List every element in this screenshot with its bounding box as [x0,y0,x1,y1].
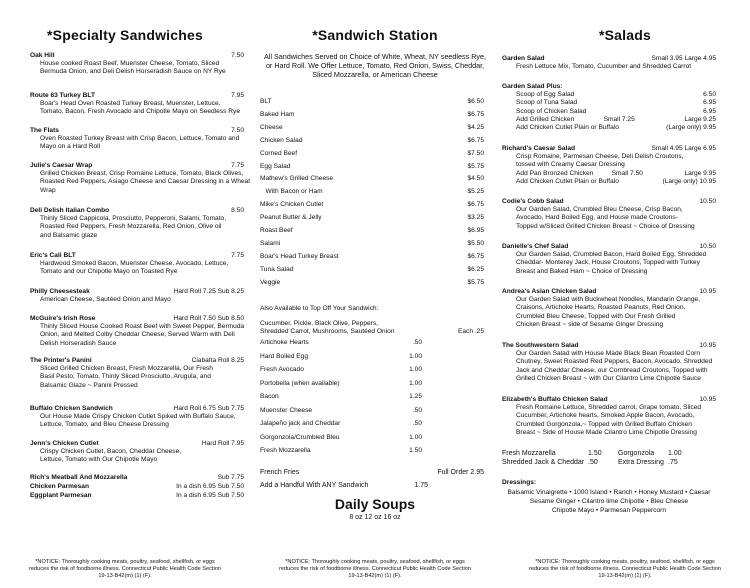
station-item-name: Baked Ham [260,110,295,118]
specialty-item [30,127,244,152]
topping-name: Bacon [260,393,279,400]
addon-bp: 1.00 [668,450,682,457]
specialty-item-desc: Lettuce, Tomato, and Bleu Cheese Dressing [40,421,169,429]
garden-salad-desc: Fresh Lettuce Mix, Tomato, Cucumber and Shredded Carrot [516,63,692,71]
specialty-item-desc: Tomato, Bacon, Fresh Avocado and Chipotle Mayo on Seedless Rye [40,108,241,116]
garden-plus-price: 6.50 [703,91,716,99]
fries-row: French Fries Full Order 2.95 [260,469,484,476]
station-item [260,137,484,145]
garden-plus-text: Scoop of Egg Salad [516,91,575,99]
addon-b: Extra Dressing [618,459,664,466]
station-item-name: Mike's Chicken Cutlet [260,201,324,209]
station-item [260,175,484,183]
garden-plus-price: Large 9.25 [684,115,716,123]
garden-salad-plus-name: Garden Salad Plus: [502,83,563,90]
station-item-price: $6.95 [467,227,484,234]
station-item-price: $5.25 [467,188,484,196]
topping-name: Hard Boiled Egg [260,352,309,360]
richard-row [502,170,716,178]
also-available: Also Available to Top Off Your Sandwich: [260,305,379,312]
station-item-price: $6.75 [467,110,484,118]
specialty-item-name: Deli Delish Italian Combo [30,207,110,214]
specialty-item-name: Jenn's Chicken Cutlet [30,440,99,447]
specialty-item-price: In a dish 6.95 Sub 7.50 [176,483,244,490]
topping-name: Jalapeño jack and Cheddar [260,420,341,427]
topping-price: 1.00 [409,352,422,360]
station-item [260,227,484,235]
topping-name: Portobella (when available) [260,379,340,387]
richard-row [502,161,716,169]
richard-caesar [502,145,716,186]
salad-item-desc: Chicken Breast ~ side of Sesame Ginger Dressing [516,320,664,328]
richard-row [502,153,716,161]
garden-plus-row [502,91,716,99]
garden-salad-name: Garden Salad [502,55,545,62]
salad-item-desc: Breast and Baked Ham ~ Choice of Dressing [516,267,648,275]
station-item-name: Veggie [260,278,281,286]
topping-price: .50 [412,420,422,427]
specialty-item-desc: Oven Roasted Turkey Breast with Crisp Bacon, Lettuce, Tomato and [40,135,240,143]
topping-price: 1.00 [409,433,422,441]
topping-price: .50 [412,339,422,346]
salad-item-name: Codie's Cobb Salad [502,198,564,205]
salads-column [500,0,750,588]
specialty-item-name: McGuire's Irish Rose [30,315,96,322]
specialty-item-desc: Sliced Grilled Chicken Breast, Fresh Mozzarella, Our Fresh [40,365,213,373]
specialty-item-desc: Roasted Red Peppers, Fresh Mozzarella, Red Onion, Olive oil [40,223,222,231]
topping-item [260,407,484,415]
specialty-item-price: 7.75 [231,252,244,259]
salad-item-price: 10.95 [699,342,716,349]
specialty-item-desc: Thinly Sliced Cappicola, Prosciutto, Pepperoni, Salami, Tomato, [40,215,227,223]
station-title: *Sandwich Station [312,27,438,43]
station-item-name: Chicken Salad [260,136,303,144]
topping-item [260,393,484,401]
specialty-item [30,492,244,500]
specialty-item-name: Julie's Caesar Wrap [30,162,93,169]
station-column [250,0,500,588]
specialty-item-desc: Our House Made Crispy Chicken Cutlet Spiked with Buffalo Sauce, [40,413,236,421]
garden-plus-row [502,108,716,116]
addon-a: Fresh Mozzarella [502,450,556,457]
specialty-item-price: 7.50 [231,127,244,134]
specialty-item-name: Buffalo Chicken Sandwich [30,405,113,412]
specialty-item-desc: House cooked Roast Beef, Muenster Cheese, Tomato, Sliced [40,60,220,68]
salad-item-desc: Crumbled Bleu Cheese, Topped with Our Fresh Grilled [516,312,676,320]
topping-price: 1.25 [409,393,422,400]
topping-name: Muenster Cheese [260,406,313,414]
salad-item-desc: Our Garden Salad, Crumbled Bacon, Hard Boiled Egg, Shredded [516,251,707,259]
richard-price: Large 9.95 [684,169,716,177]
specialty-item [30,288,244,304]
specialty-item [30,52,244,77]
salad-item-desc: Fresh Romaine Lettuce, Shredded carrot, Grape tomato, Sliced [516,404,702,412]
topping-price: 1.00 [409,379,422,387]
garden-plus-row [502,124,716,132]
specialty-item-name: Eric's Cali BLT [30,252,76,259]
specialty-item [30,474,244,482]
specialty-item-desc: Thinly Sliced House Cooked Roast Beef with Sweet Pepper, Bermuda [40,323,245,331]
soups-title: Daily Soups [334,496,416,512]
specialty-item-desc: Basil Pesto, Tomato, Thinly Sliced Prosciutto, Arugula, and [40,373,211,381]
station-item [260,124,484,132]
station-item-name: Mathew's Grilled Cheese [260,175,334,183]
specialty-item-price: Hard Roll 7.95 [201,440,244,447]
specialty-item-name: Route 63 Turkey BLT [30,92,95,99]
salad-item-desc: Our Garden Salad with Buckwheat Noodles, Mandarin Orange, [516,296,700,304]
station-item-name: Egg Salad [260,162,291,170]
specialty-item-price: Sub 7.75 [217,474,244,481]
specialty-item-desc: Balsamic Glaze ~ Panini Pressed [40,381,138,389]
salad-item [502,198,716,231]
specialty-column [0,0,250,588]
station-item-name: Roast Beef [260,227,293,234]
topping-price: 1.00 [409,366,422,373]
station-item [260,150,484,158]
station-item [260,253,484,261]
station-item-price: $7.50 [467,149,484,157]
station-item-price: $5.75 [467,278,484,286]
salad-item-price: 10.95 [699,288,716,295]
garden-plus-text: Scoop of Chicken Salad [516,107,587,115]
topping-item [260,380,484,388]
station-item-name: Boar's Head Turkey Breast [260,252,339,260]
topping-name: Fresh Mozzarella [260,447,311,454]
notice-1: *NOTICE: Thoroughly cooking meats, poultry, seafood, shellfish, or eggs reduces the risk of foodborne illness. Connecticut Public Health Code Section 19-13-B42(m) (1) (F). [29,559,221,580]
specialty-item [30,162,251,195]
salad-item [502,342,716,383]
specialty-item [30,315,244,348]
salad-item-name: Elizabeth's Buffalo Chicken Salad [502,396,608,403]
soups-sizes: 8 oz 12 oz 16 oz [349,514,401,521]
specialty-item-desc: Mayo on a Hard Roll [40,143,101,151]
specialty-item [30,92,244,117]
salad-item-price: 10.50 [699,243,716,250]
topping-name: Gorgonzola/Crumbled Bleu [260,433,340,441]
specialty-item [30,483,244,491]
specialty-item-desc: Bermuda Onion, and Deli Delish Horseradish Sauce on NY Rye [40,68,226,76]
salad-item-desc: Cucumber, Artichoke hearts, Smoked Apple Bacon, Avocado, [516,412,695,420]
salad-item-desc: Topped w/Sliced Grilled Chicken Breast ~ Choice of Dressing [516,222,695,230]
station-item-name: Salami [260,239,281,247]
specialty-item-price: Ciabatta Roll 8.25 [191,357,244,364]
specialty-item-desc: Hardwood Smoked Bacon, Muenster Cheese, Avocado, Lettuce, [40,260,229,268]
specialty-item-name: Rich's Meatball And Mozzarella [30,474,128,481]
salad-item-desc: Crumbled Gorgonzola,~ Topped with Grilled Buffalo Chicken [516,420,692,428]
station-item-price: $6.50 [467,98,484,105]
specialty-item-desc: Wrap [40,186,56,194]
addon-ap: 1.50 [588,450,602,457]
specialty-item-name: Eggplant Parmesan [30,492,92,499]
station-item [260,163,484,171]
specialty-item-price: 7.95 [231,92,244,99]
specialty-item-price: Hard Roll 7.50 Sub 8.50 [173,315,244,322]
garden-plus-text: Add Chicken Cutlet Plain or Buffalo [516,124,619,132]
station-item [260,214,484,222]
topping-name: Artichoke Hearts [260,339,309,346]
specialty-item-price: Hard Roll 7.25 Sub 8.25 [173,288,244,295]
specialty-item-price: Hard Roll 6.75 Sub 7.75 [173,405,244,412]
dressings-line: Chipotle Mayo • Parmesan Peppercorn [551,507,667,514]
salad-item-name: The Southwestern Salad [502,342,579,349]
specialty-item [30,405,244,430]
specialty-item [30,440,244,465]
salad-item [502,396,716,437]
station-intro: All Sandwiches Served on Choice of White, Wheat, NY seedless Rye, or Hard Roll. We Offer Lettuce, Tomato, Red Onion, Swiss, Cheddar, Sliced Mozzarella, or American Cheese [264,52,486,79]
topping-price: 1.50 [409,447,422,454]
salad-item-desc: Our Garden Salad, Crumbled Bleu Cheese, Crisp Bacon, [516,206,683,214]
station-item-price: $3.25 [467,214,484,222]
specialty-item-desc: and Balsamic glaze [40,231,98,239]
garden-plus-row [502,99,716,107]
specialty-item-price: In a dish 6.95 Sub 7.50 [176,492,244,499]
dressings-line: Sesame Ginger • Cilantro lime Chipotle • Bleu Cheese [529,498,689,505]
specialty-item-desc: Grilled Chicken Breast, Crisp Romaine Lettuce, Tomato, Black Olives, [40,170,244,178]
salad-item-name: Danielle's Chef Salad [502,243,569,250]
station-item-price: $6.75 [467,136,484,144]
salad-item-desc: Breast ~ Side of House Made Cilantro Lime Chipotle Dressing [516,428,697,436]
station-item-price: $6.75 [467,201,484,209]
salad-item-desc: Chutney, Sweet Roasted Red Peppers, Bacon, Avocado, Shredded [516,358,713,366]
richard-text: Crisp Romaine, Parmesan Cheese, Deli Delish Croutons, [516,153,684,161]
addon-a: Shredded Jack & Cheddar [502,459,585,466]
handful-row: Add a Handful With ANY Sandwich 1.75 [260,482,428,489]
richard-row [502,178,716,186]
salad-item-desc: Jack and Cheddar Cheese, our Cornbread Croutons, Topped with [516,366,708,374]
station-item [260,279,484,287]
specialty-item [30,357,244,390]
station-item [260,98,484,106]
station-item-name: Corned Beef [260,149,298,157]
richard-caesar-name: Richard's Caesar Salad [502,145,576,152]
salad-item-price: 10.50 [699,198,716,205]
garden-salad-plus [502,83,716,132]
station-item-price: $6.25 [467,265,484,273]
salad-item-price: 10.95 [699,396,716,403]
specialty-item-desc: Onion, and Melted Colby Cheddar Cheese, Served Warm with Deli [40,331,235,339]
specialty-item-name: The Printer's Panini [30,357,92,364]
station-item-price: $4.25 [467,123,484,131]
addon-bp: .75 [668,459,678,466]
specialty-item-desc: Tomato and our Chipotle Mayo on Toasted Rye [40,268,178,276]
specialty-item-desc: Crispy Chicken Cutlet, Bacon, Cheddar Cheese, [40,448,182,456]
richard-text: tossed with Creamy Caesar Dressing [516,161,625,169]
salad-item-name: Andrea's Asian Chicken Salad [502,288,597,295]
richard-caesar-price: Small 4.95 Large 6.95 [651,145,716,152]
station-item-price: $6.75 [467,252,484,260]
specialty-item-desc: American Cheese, Sautéed Onion and Mayo [40,296,171,304]
specialty-item-desc: Boar's Head Oven Roasted Turkey Breast, Muenster, Lettuce, [40,100,221,108]
station-item-price: $4.50 [467,175,484,183]
addon-ap: .50 [588,459,598,466]
topping-item [260,366,484,374]
salad-item-desc: Our Garden Salad with House Made Black Bean Roasted Corn [516,350,700,358]
garden-plus-price: 6.95 [703,99,716,107]
specialty-item-name: Oak Hill [30,52,55,59]
notice-2: *NOTICE: Thoroughly cooking meats, poultry, seafood, shellfish, or eggs reduces the risk of foodborne illness. Connecticut Public Health Code Section 19-13-B42(m) (1) (F). [279,559,471,580]
station-item [260,188,484,196]
garden-plus-text: Add Grilled Chicken Small 7.25 [516,115,635,123]
salad-item [502,243,716,276]
garden-plus-text: Scoop of Tuna Salad [516,99,578,107]
salad-item-desc: Avocado, Hard Boiled Egg, and House made Croutons- [516,214,678,222]
station-item [260,201,484,209]
specialty-title: *Specialty Sandwiches [47,27,203,43]
specialty-item-name: The Flats [30,127,59,134]
notice-3: *NOTICE: Thoroughly cooking meats, poultry, seafood, shellfish, or eggs reduces the risk of foodborne illness. Connecticut Public Health Code Section 19-13-B42(m) (1) (F). [529,559,721,580]
topping-item [260,434,484,442]
topping-name: Fresh Avocado [260,366,304,373]
specialty-item [30,207,244,240]
salad-item-desc: Grilled Chicken Breast ~ with Our Cilantro Lime Chipotle Sauce [516,374,701,382]
veg-toppings-price: Each .25 [457,328,484,335]
station-item-name: Tuna Salad [260,265,294,273]
specialty-item-desc: Lettuce, Tomato with Our Chipotle Mayo [40,456,158,464]
station-item-name: BLT [260,98,272,105]
richard-price: (Large only) 10.95 [662,177,716,185]
dressings-line: Balsamic Vinaigrette • 1000 Island • Ranch • Honey Mustard • Caesar [507,489,711,496]
specialty-item-price: 8.50 [231,207,244,214]
richard-text: Add Chicken Cutlet Plain or Buffalo [516,177,619,185]
salad-item [502,288,716,329]
garden-salad-price: Small 3.95 Large 4.95 [651,55,716,62]
garden-plus-price: 6.95 [703,107,716,115]
station-item-price: $5.75 [467,162,484,170]
topping-price: .50 [412,406,422,414]
garden-salad [502,55,716,71]
specialty-item-name: Chicken Parmesan [30,483,90,490]
station-item [260,111,484,119]
topping-item [260,353,484,361]
salad-item-desc: Cheddar- Monterey Jack, House Croutons, Topped with Turkey [516,259,700,267]
station-item [260,266,484,274]
specialty-item-desc: Delish Horseradish Sauce [40,339,117,347]
specialty-item-price: 7.75 [231,162,244,169]
specialty-item [30,252,244,277]
dressings-title: Dressings: [502,479,537,486]
addon-b: Gorgonzola [618,450,655,457]
richard-text: Add Pan Bronzed Chicken Small 7.50 [516,169,643,177]
topping-item [260,447,484,455]
veg-toppings: Cucumber, Pickle, Black Olive, Peppers, Shredded Carrot, Mushrooms, Sautéed Onion [260,320,395,336]
specialty-item-price: 7.50 [231,52,244,59]
specialty-item-desc: Roasted Red Peppers, Asiago Cheese and Caesar Dressing in a Wheat [40,178,251,186]
topping-item [260,420,484,428]
station-item [260,240,484,248]
garden-plus-row [502,116,716,124]
station-item-name: Peanut Butter & Jelly [260,214,322,222]
station-item-name: With Bacon or Ham [260,188,323,196]
station-item-name: Cheese [260,123,283,131]
topping-item [260,339,484,347]
station-item-price: $5.50 [467,239,484,247]
specialty-item-name: Philly Cheesesteak [30,288,90,295]
garden-plus-price: (Large only) 9.95 [666,124,716,132]
salads-title: *Salads [599,27,651,43]
salad-item-desc: Craisons, Artichoke Hearts, Roasted Peanuts, Red Onion, [516,304,686,312]
